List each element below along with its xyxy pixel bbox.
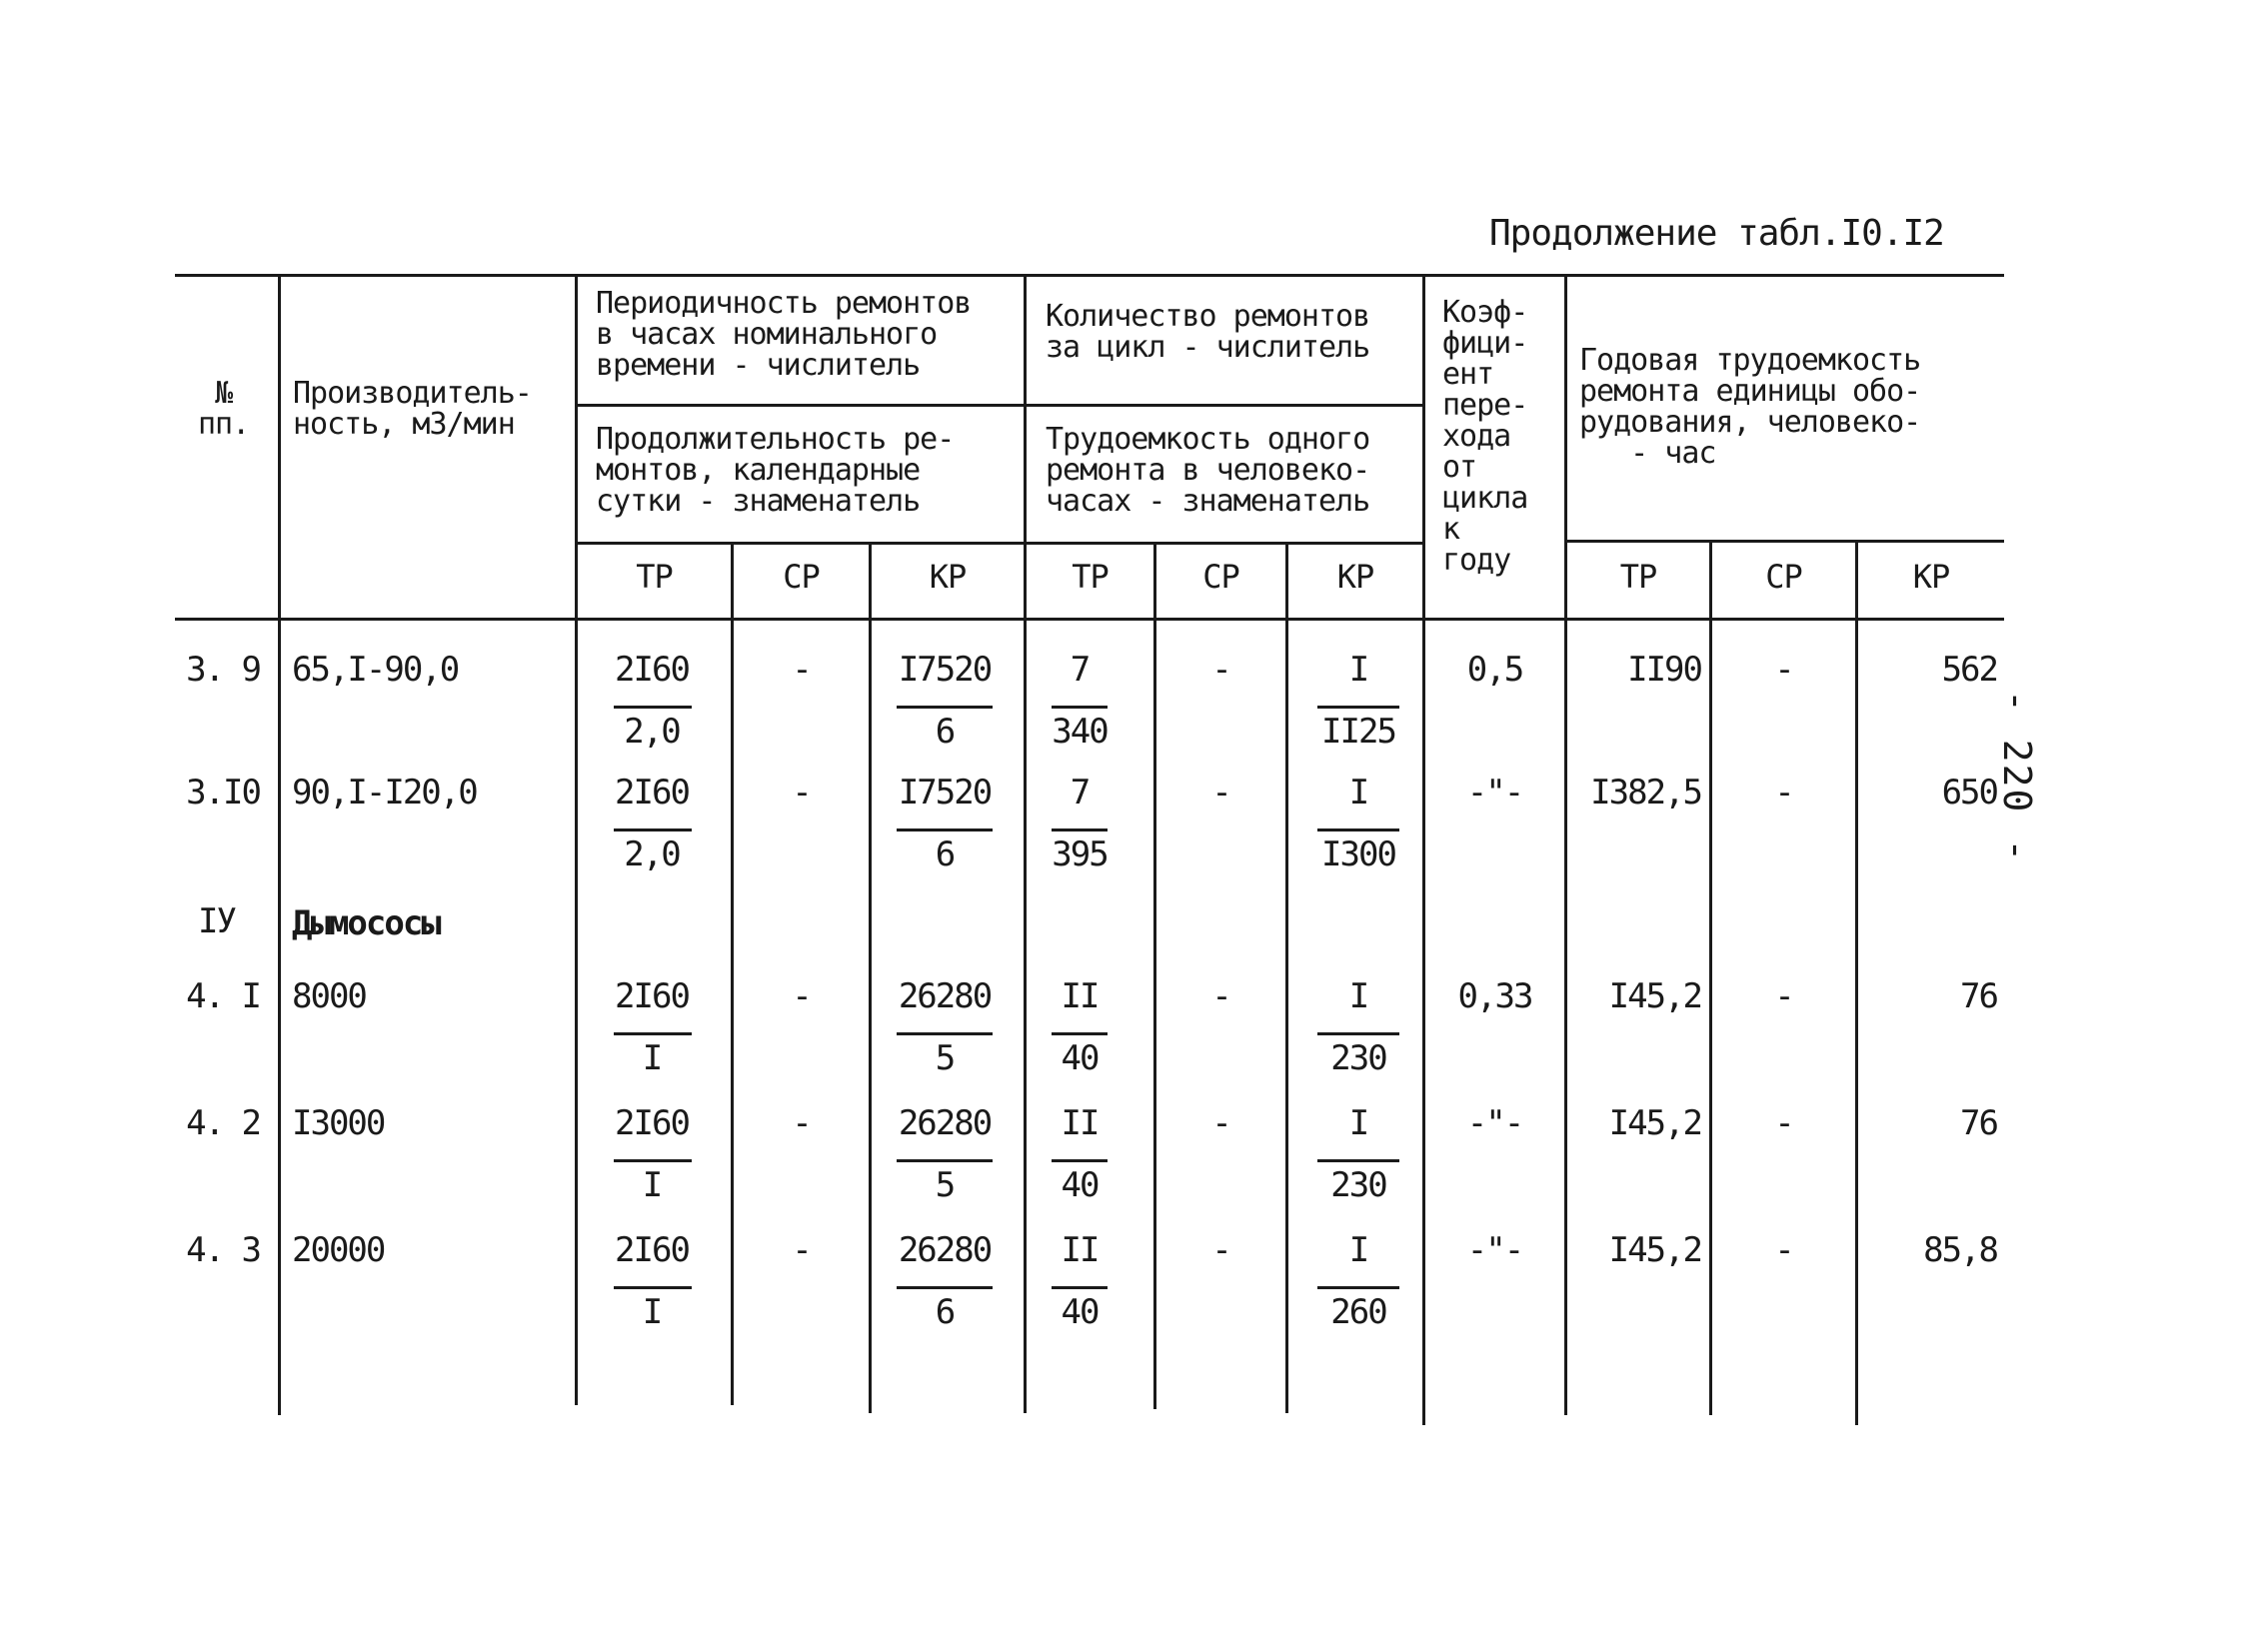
col-rule-2 bbox=[575, 276, 578, 1405]
header-period-numerator: Периодичность ремонтов в часах номинального времени - числитель bbox=[596, 286, 972, 383]
row-productivity: I3000 bbox=[292, 1103, 385, 1143]
table-caption: Продолжение табл.I0.I2 bbox=[1489, 213, 1944, 254]
period-tr-denominator: I bbox=[642, 1292, 662, 1332]
count-tr-denominator: 40 bbox=[1061, 1292, 1099, 1332]
count-kr-numerator: I bbox=[1348, 773, 1368, 813]
section-title: Дымососы bbox=[292, 903, 440, 943]
period-tr-denominator: 2,0 bbox=[624, 834, 680, 874]
period-kr-numerator: 26280 bbox=[898, 1230, 992, 1270]
fraction-bar bbox=[897, 1159, 993, 1162]
row-productivity: 8000 bbox=[292, 976, 366, 1016]
annual-sr-value: - bbox=[1774, 976, 1793, 1016]
coefficient-value: -"- bbox=[1466, 773, 1523, 813]
annual-sr-value: - bbox=[1774, 773, 1793, 813]
row-number: 4. 2 bbox=[186, 1103, 260, 1143]
annual-kr-value: 76 bbox=[1960, 976, 1997, 1016]
header-num: № пп. bbox=[198, 376, 250, 442]
fraction-bar bbox=[1317, 1032, 1399, 1035]
fraction-bar bbox=[1052, 828, 1108, 831]
coefficient-value: -"- bbox=[1466, 1103, 1523, 1143]
count-kr-numerator: I bbox=[1348, 1103, 1368, 1143]
count-kr-denominator: 230 bbox=[1330, 1038, 1386, 1078]
fraction-bar bbox=[1317, 828, 1399, 831]
count-kr-denominator: 260 bbox=[1330, 1292, 1386, 1332]
count-kr-numerator: I bbox=[1348, 976, 1368, 1016]
row-number: 3. 9 bbox=[186, 650, 260, 690]
annual-kr-value: 562 bbox=[1941, 650, 1997, 690]
count-sr-value: - bbox=[1211, 1230, 1230, 1270]
count-tr-numerator: 7 bbox=[1070, 650, 1090, 690]
coefficient-value: 0,5 bbox=[1466, 650, 1523, 690]
annual-sub-rule bbox=[1564, 540, 2004, 543]
period-tr-numerator: 2I60 bbox=[615, 650, 689, 690]
annual-sr-value: - bbox=[1774, 1103, 1793, 1143]
period-kr-numerator: 26280 bbox=[898, 1103, 992, 1143]
table-top-rule bbox=[175, 274, 2004, 277]
period-tr-numerator: 2I60 bbox=[615, 773, 689, 813]
page-number: - 220 - bbox=[1995, 690, 2039, 864]
sub-label-kr: КР bbox=[929, 558, 967, 596]
count-kr-denominator: 230 bbox=[1330, 1165, 1386, 1205]
header-count-denominator: Трудоемкость одного ремонта в человеко- часах - знаменатель bbox=[1046, 422, 1370, 519]
fraction-bar bbox=[1052, 1032, 1108, 1035]
header-coefficient: Коэф- фици- ент пере- хода от цикла к году bbox=[1442, 295, 1528, 578]
period-kr-denominator: 6 bbox=[935, 834, 955, 874]
fraction-bar bbox=[1317, 706, 1399, 709]
fraction-bar bbox=[614, 1159, 692, 1162]
count-kr-numerator: I bbox=[1348, 650, 1368, 690]
annual-kr-value: 650 bbox=[1941, 773, 1997, 813]
annual-tr-value: II90 bbox=[1627, 650, 1701, 690]
sub-label-tr: ТР bbox=[1072, 558, 1109, 596]
row-productivity: 90,I-I20,0 bbox=[292, 773, 477, 813]
row-productivity: 20000 bbox=[292, 1230, 385, 1270]
fraction-bar bbox=[897, 706, 993, 709]
row-productivity: 65,I-90,0 bbox=[292, 650, 459, 690]
header-bottom-rule bbox=[175, 618, 2004, 621]
count-sr-value: - bbox=[1211, 650, 1230, 690]
fraction-bar bbox=[614, 706, 692, 709]
fraction-bar bbox=[614, 1032, 692, 1035]
count-sr-value: - bbox=[1211, 773, 1230, 813]
header-productivity: Производитель- ность, м3/мин bbox=[293, 376, 532, 442]
coefficient-value: 0,33 bbox=[1457, 976, 1532, 1016]
sub-label-kr: КР bbox=[1336, 558, 1374, 596]
section-number: IУ bbox=[198, 901, 235, 941]
period-kr-denominator: 6 bbox=[935, 712, 955, 752]
fraction-bar bbox=[1052, 706, 1108, 709]
count-tr-denominator: 395 bbox=[1052, 834, 1108, 874]
fraction-bar bbox=[614, 828, 692, 831]
fraction-bar bbox=[897, 1032, 993, 1035]
annual-sr-value: - bbox=[1774, 1230, 1793, 1270]
sub-label-tr: ТР bbox=[636, 558, 673, 596]
period-kr-numerator: I7520 bbox=[898, 773, 992, 813]
count-tr-numerator: II bbox=[1061, 1103, 1099, 1143]
sub-label-sr: СР bbox=[1202, 558, 1239, 596]
col-rule-4 bbox=[869, 544, 872, 1413]
period-sr-value: - bbox=[792, 1230, 811, 1270]
annual-sr-value: - bbox=[1774, 650, 1793, 690]
period-sr-value: - bbox=[792, 976, 811, 1016]
annual-kr-value: 76 bbox=[1960, 1103, 1997, 1143]
annual-tr-value: I382,5 bbox=[1590, 773, 1701, 813]
sub-label-kr: КР bbox=[1912, 558, 1950, 596]
sub-label-sr: СР bbox=[1765, 558, 1802, 596]
period-tr-numerator: 2I60 bbox=[615, 1103, 689, 1143]
count-sr-value: - bbox=[1211, 1103, 1230, 1143]
count-tr-numerator: II bbox=[1061, 1230, 1099, 1270]
row-number: 3.I0 bbox=[186, 773, 260, 813]
count-tr-denominator: 40 bbox=[1061, 1165, 1099, 1205]
period-tr-denominator: 2,0 bbox=[624, 712, 680, 752]
fraction-bar bbox=[614, 1286, 692, 1289]
period-kr-denominator: 5 bbox=[935, 1165, 955, 1205]
row-number: 4. 3 bbox=[186, 1230, 260, 1270]
period-tr-denominator: I bbox=[642, 1165, 662, 1205]
period-sr-value: - bbox=[792, 773, 811, 813]
period-tr-numerator: 2I60 bbox=[615, 976, 689, 1016]
sub-label-sr: СР bbox=[783, 558, 820, 596]
fraction-bar bbox=[1052, 1159, 1108, 1162]
fraction-bar bbox=[1317, 1159, 1399, 1162]
period-sr-value: - bbox=[792, 1103, 811, 1143]
count-kr-numerator: I bbox=[1348, 1230, 1368, 1270]
count-tr-numerator: II bbox=[1061, 976, 1099, 1016]
period-split-rule bbox=[575, 404, 1424, 407]
fraction-bar bbox=[897, 1286, 993, 1289]
annual-tr-value: I45,2 bbox=[1608, 1103, 1701, 1143]
fraction-bar bbox=[1052, 1286, 1108, 1289]
row-number: 4. I bbox=[186, 976, 260, 1016]
fraction-bar bbox=[1317, 1286, 1399, 1289]
period-sub-rule bbox=[575, 542, 1424, 545]
header-period-denominator: Продолжительность ре- монтов, календарные сутки - знаменатель bbox=[596, 422, 955, 519]
period-kr-denominator: 6 bbox=[935, 1292, 955, 1332]
col-rule-7 bbox=[1285, 544, 1288, 1413]
period-tr-numerator: 2I60 bbox=[615, 1230, 689, 1270]
col-rule-1 bbox=[278, 276, 281, 1415]
count-tr-denominator: 40 bbox=[1061, 1038, 1099, 1078]
col-rule-5 bbox=[1024, 276, 1027, 1413]
annual-tr-value: I45,2 bbox=[1608, 1230, 1701, 1270]
sub-label-tr: ТР bbox=[1619, 558, 1657, 596]
count-kr-denominator: I300 bbox=[1321, 834, 1395, 874]
col-rule-11 bbox=[1855, 542, 1858, 1425]
period-kr-numerator: I7520 bbox=[898, 650, 992, 690]
count-sr-value: - bbox=[1211, 976, 1230, 1016]
period-sr-value: - bbox=[792, 650, 811, 690]
count-tr-denominator: 340 bbox=[1052, 712, 1108, 752]
coefficient-value: -"- bbox=[1466, 1230, 1523, 1270]
col-rule-9 bbox=[1564, 276, 1567, 1415]
count-kr-denominator: II25 bbox=[1321, 712, 1395, 752]
header-annual: Годовая трудоемкость ремонта единицы обо- рудования, человеко- - час bbox=[1579, 343, 1921, 471]
period-kr-denominator: 5 bbox=[935, 1038, 955, 1078]
period-kr-numerator: 26280 bbox=[898, 976, 992, 1016]
annual-tr-value: I45,2 bbox=[1608, 976, 1701, 1016]
count-tr-numerator: 7 bbox=[1070, 773, 1090, 813]
header-count-numerator: Количество ремонтов за цикл - числитель bbox=[1046, 299, 1370, 365]
annual-kr-value: 85,8 bbox=[1923, 1230, 1997, 1270]
fraction-bar bbox=[897, 828, 993, 831]
period-tr-denominator: I bbox=[642, 1038, 662, 1078]
